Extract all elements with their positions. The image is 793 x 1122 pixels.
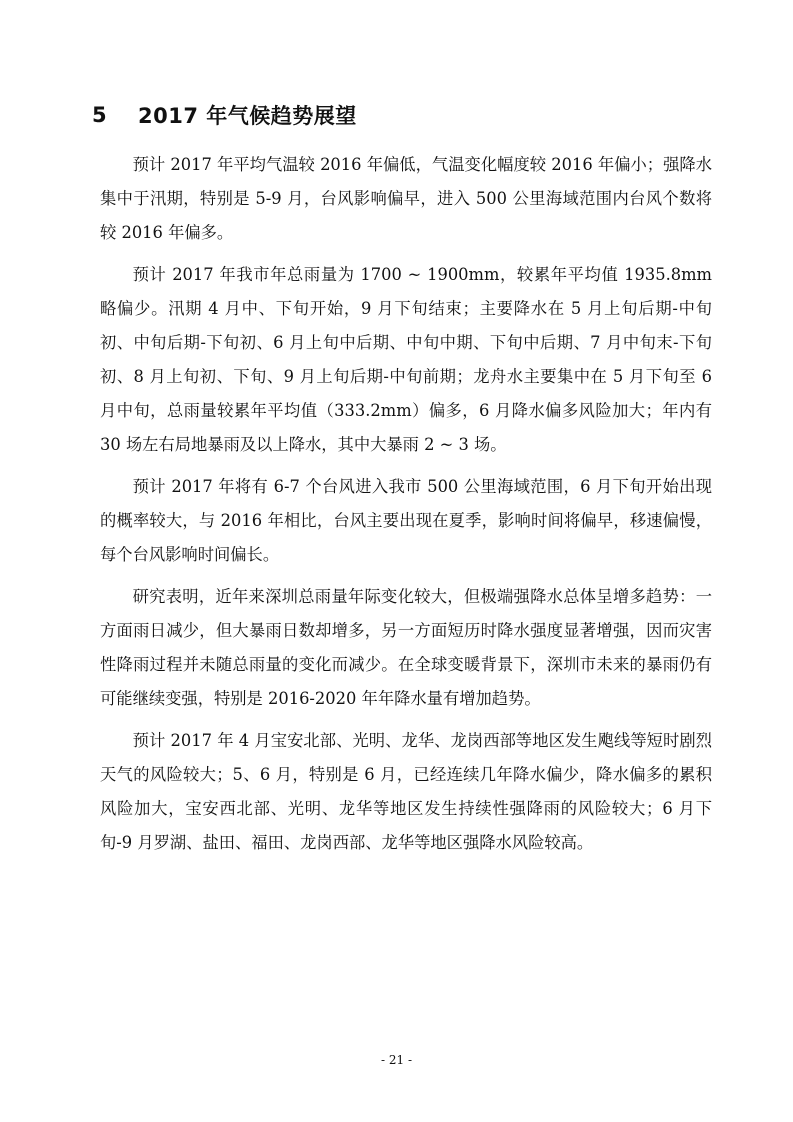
section-heading [92,97,712,133]
section-title: 2017 年气候趋势展望 [138,104,357,128]
paragraph-research-findings: 研究表明，近年来深圳总雨量年际变化较大，但极端强降水总体呈增多趋势：一方面雨日减少，但大暴雨日数却增多，另一方面短历时降水强度显著增强，因而灾害性降雨过程并未随总雨量的变化而减少。在全球变暖背景下，深圳市未来的暴雨仍有可能继续变强，特别是 2016-2020 年年降水量有增加趋势。 [100,587,712,708]
paragraph-temperature-forecast: 预计 2017 年平均气温较 2016 年偏低，气温变化幅度较 2016 年偏小；强降水集中于汛期，特别是 5-9 月，台风影响偏早，进入 500 公里海域范围内台风个数将较 2016 年偏多。 [100,155,712,242]
paragraph-typhoon-forecast: 预计 2017 年将有 6-7 个台风进入我市 500 公里海域范围，6 月下旬开始出现的概率较大，与 2016 年相比，台风主要出现在夏季，影响时间将偏早，移速偏慢，每个台风影响时间偏长。 [100,477,712,564]
page-number: - 21 - [380,1053,412,1067]
body-text [100,148,712,868]
section-number: 5 [92,103,108,127]
paragraph-regional-risk: 预计 2017 年 4 月宝安北部、光明、龙华、龙岗西部等地区发生飑线等短时剧烈天气的风险较大；5、6 月，特别是 6 月，已经连续几年降水偏少，降水偏多的累积风险加大，宝安西北部、光明、龙华等地区发生持续性强降雨的风险较大；6 月下旬-9 月罗湖、盐田、福田、龙岗西部、龙华等地区强降水风险较高。 [100,731,712,852]
paragraph-rainfall-forecast: 预计 2017 年我市年总雨量为 1700 ~ 1900mm，较累年平均值 1935.8mm 略偏少。汛期 4 月中、下旬开始，9 月下旬结束；主要降水在 5 月上旬后期-中旬初、中旬后期-下旬初、6 月上旬中后期、中旬中期、下旬中后期、7 月中旬末-下旬初、8 月上旬初、下旬、9 月上旬后期-中旬前期；龙舟水主要集中在 5 月下旬至 6 月中旬，总雨量较累年平均值（333.2mm）偏多，6 月降水偏多风险加大；年内有 30 场左右局地暴雨及以上降水，其中大暴雨 2 ~ 3 场。 [100,265,712,454]
